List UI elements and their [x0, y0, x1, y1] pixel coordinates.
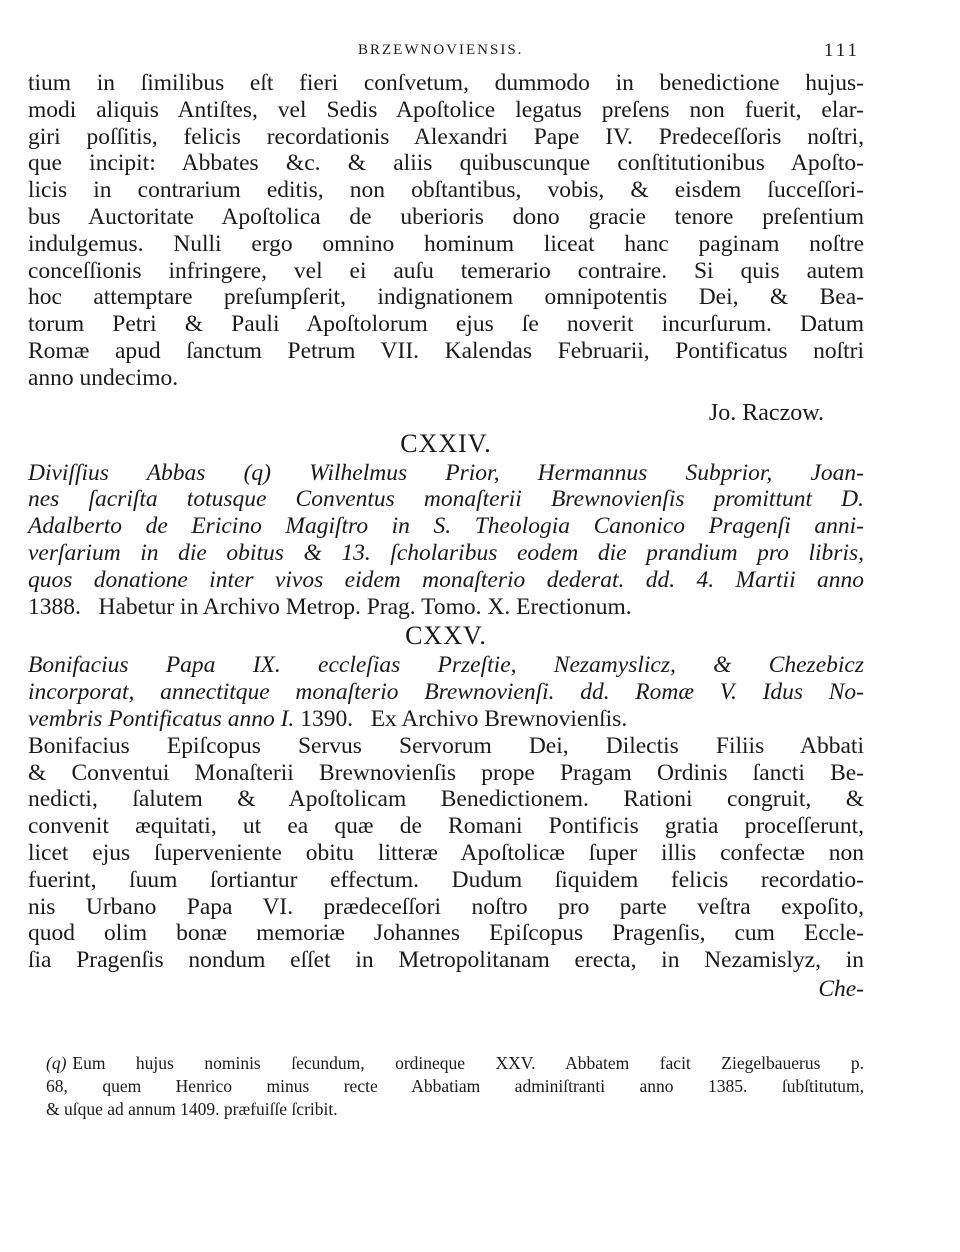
page-number: 111: [823, 40, 860, 61]
summary-line: incorporat, annectitque monaſterio Brewnovienſi. dd. Romæ V. Idus No-: [28, 679, 864, 706]
signature: Jo. Raczow.: [708, 399, 824, 426]
section-summary: [28, 460, 864, 621]
summary-year: 1388.: [28, 593, 81, 620]
summary-line: Bonifacius Papa IX. eccleſias Przeſtie, Nezamyslicz, & Chezebicz: [28, 652, 864, 679]
summary-line: verſarium in die obitus & 13. ſcholaribus eodem die prandium pro libris,: [28, 539, 864, 566]
section-heading: CXXIV.: [400, 428, 492, 458]
summary-line: Diviſſius Abbas (q) Wilhelmus Prior, Hermannus Subprior, Joan-: [28, 459, 864, 486]
text-line: convenit æquitati, ut ea quæ de Romani Pontificis gratia proceſſerunt,: [28, 813, 864, 840]
footnote-line: [46, 1052, 864, 1075]
text-line: quod olim bonæ memoriæ Johannes Epiſcopus Pragenſis, cum Eccle-: [28, 920, 864, 947]
summary-line: nes ſacriſta totusque Conventus monaſterii Brewnovienſis promittunt D.: [28, 486, 864, 513]
section-heading: CXXV.: [405, 621, 487, 651]
text-line: conceſſionis infringere, vel ei auſu temerario contraire. Si quis autem: [28, 257, 864, 284]
text-line: licis in contrarium editis, non obſtantibus, vobis, & eisdem ſucceſſori-: [28, 177, 864, 204]
summary-last-line: [28, 706, 864, 733]
running-head: [28, 36, 864, 70]
text-line: nis Urbano Papa VI. prædeceſſori noſtro pro parte veſtra expoſito,: [28, 893, 864, 920]
text-line: fuerint, ſuum ſortiantur effectum. Dudum ſiquidem felicis recordatio-: [28, 866, 864, 893]
text-line: giri poſſitis, felicis recordationis Alexandri Pape IV. Predeceſſoris noſtri,: [28, 123, 864, 150]
text-line: Bonifacius Epiſcopus Servus Servorum Dei, Dilectis Filiis Abbati: [28, 732, 864, 759]
text-line: & Conventui Monaſterii Brewnovienſis prope Pragam Ordinis ſancti Be-: [28, 759, 864, 786]
text-line: torum Petri & Pauli Apoſtolorum ejus ſe noverit incurſurum. Datum: [28, 311, 864, 338]
text-line: Romæ apud ſanctum Petrum VII. Kalendas Februarii, Pontificatus noſtri: [28, 337, 864, 364]
section-summary: [28, 652, 864, 732]
catchword: Che-: [818, 975, 864, 1002]
text-line: modi aliquis Antiſtes, vel Sedis Apoſtolice legatus preſens non fuerit, elar-: [28, 96, 864, 123]
charter-text: [28, 733, 864, 974]
section-cxxv: [28, 620, 864, 974]
text-line: indulgemus. Nulli ergo omnino hominum liceat hanc paginam noſtre: [28, 230, 864, 257]
summary-line: Adalberto de Ericino Magiſtro in S. Theologia Canonico Pragenſi anni-: [28, 513, 864, 540]
source-note: Habetur in Archivo Metrop. Prag. Tomo. X. Erectionum.: [98, 593, 632, 620]
footnote-line: & uſque ad annum 1409. præfuiſſe ſcribit.: [46, 1098, 338, 1119]
footnote-line: 68, quem Henrico minus recte Abbatiam adminiſtranti anno 1385. ſubſtitutum,: [46, 1075, 864, 1096]
text-line: hoc attemptare preſumpſerit, indignationem omnipotentis Dei, & Bea-: [28, 284, 864, 311]
footnote: [28, 1052, 864, 1121]
source-note: Ex Archivo Brewnovienſis.: [370, 705, 628, 732]
summary-line: quos donatione inter vivos eidem monaſterio dederat. dd. 4. Martii anno: [28, 566, 864, 593]
summary-year: 1390.: [300, 705, 354, 732]
text-line: anno undecimo.: [28, 364, 179, 391]
summary-line-end: vembris Pontificatus anno I.: [28, 705, 295, 732]
text-line: que incipit: Abbates &c. & aliis quibuscunque conſtitutionibus Apoſto-: [28, 150, 864, 177]
text-line: tium in ſimilibus eſt fieri conſvetum, dummodo in benedictione hujus-: [28, 70, 864, 96]
text-line: nedicti, ſalutem & Apoſtolicam Benedictionem. Rationi congruit, &: [28, 786, 864, 813]
text-line: bus Auctoritate Apoſtolica de uberioris dono gracie tenore preſentium: [28, 203, 864, 230]
footnote-mark: (q): [46, 1052, 67, 1073]
text-line: ſia Pragenſis nondum eſſet in Metropolitanam erecta, in Nezamislyz, in: [28, 947, 864, 974]
charter-text-continued: [28, 70, 864, 392]
running-title: BRZEWNOVIENSIS.: [358, 42, 524, 58]
summary-last-line: [28, 594, 864, 621]
footnote-text: Eum hujus nominis ſecundum, ordineque XXV. Abbatem facit Ziegelbauerus p.: [72, 1052, 864, 1073]
section-cxxiv: [28, 428, 864, 621]
text-line: licet ejus ſuperveniente obitu litteræ Apoſtolicæ ſuper illis confectæ non: [28, 839, 864, 866]
